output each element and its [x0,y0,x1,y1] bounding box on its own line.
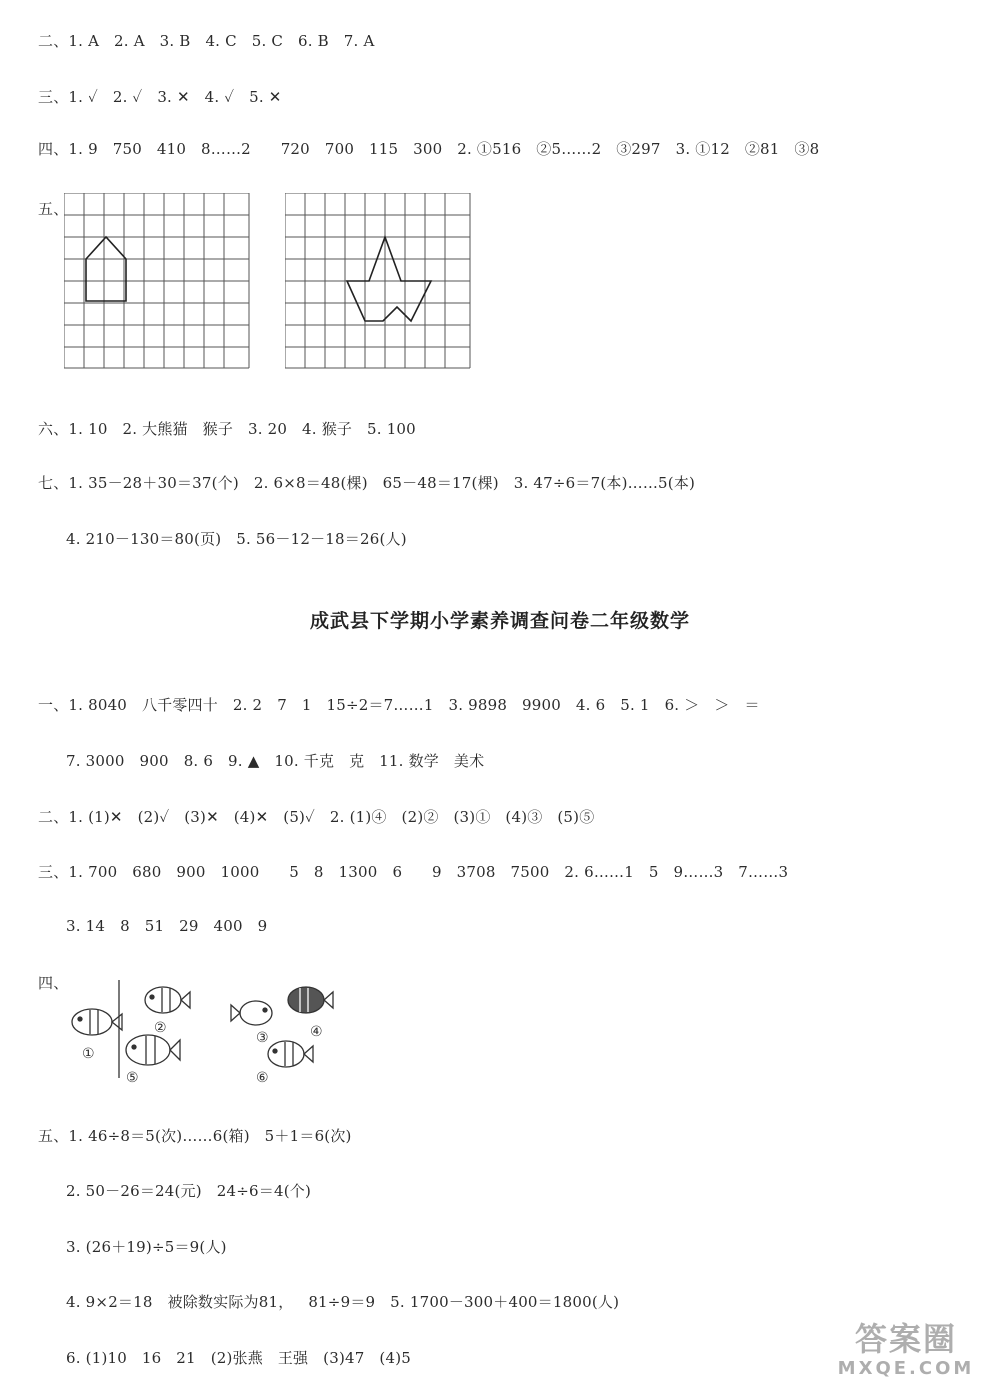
grid-figure-pentagon [64,193,254,373]
fish-label-4: ④ [310,1024,323,1040]
fish-label-3: ③ [256,1030,269,1046]
watermark-logo [826,1319,986,1389]
answer-part2-section-2: 二、1. (1)✕ (2)✓ (3)✕ (4)✕ (5)✓ 2. (1)④ (2)② (3)① (4)③ (5)⑤ [38,808,595,826]
answer-part2-section-3-line2: 3. 14 8 51 29 400 9 [66,917,268,935]
fish-icon-5 [126,1035,180,1065]
pentagon-shape [86,237,126,301]
exam-title: 成武县下学期小学素养调查问卷二年级数学 [309,610,690,632]
fish-icon-1 [72,1009,122,1035]
answer-section-4: 四、1. 9 750 410 8……2 720 700 115 300 2. ①516 ②5……2 ③297 3. ①12 ②81 ③8 [38,140,820,158]
fish-icon-4 [288,987,333,1013]
answer-part2-section-1-line1: 一、1. 8040 八千零四十 2. 2 7 1 15÷2＝7……1 3. 9898 9900 4. 6 5. 1 6. ＞ ＞ ＝ [38,696,760,714]
fish-label-1: ① [82,1046,95,1062]
fish-label-2: ② [154,1020,167,1036]
answer-part2-section-1-line2: 7. 3000 900 8. 6 9. ▲ 10. 千克 克 11. 数学 美术 [66,752,485,770]
watermark-bottom: MXQE.COM [837,1358,975,1379]
fish-icon-6 [268,1041,313,1067]
answer-section-3: 三、1. ✓ 2. ✓ 3. ✕ 4. ✓ 5. ✕ [38,88,282,106]
grid-figure-star [285,193,475,373]
fish-icon-3 [231,1001,272,1025]
watermark-top: 答案圈 [854,1320,957,1358]
answer-part2-section-5-line1: 五、1. 46÷8＝5(次)……6(箱) 5＋1＝6(次) [38,1127,352,1145]
fish-label-6: ⑥ [256,1070,269,1086]
answer-part2-section-3-line1: 三、1. 700 680 900 1000 5 8 1300 6 9 3708 7500 2. 6……1 5 9……3 7……3 [38,863,789,881]
answer-section-7-line2: 4. 210－130＝80(页) 5. 56－12－18＝26(人) [66,530,407,548]
star-shape [347,237,431,321]
answer-section-7-line1: 七、1. 35－28＋30＝37(个) 2. 6×8＝48(棵) 65－48＝17(棵) 3. 47÷6＝7(本)……5(本) [38,474,696,492]
fish-figures [60,970,360,1090]
fish-icon-2 [145,987,190,1013]
answer-part2-section-4-label: 四、 [38,974,69,992]
answer-part2-section-5-line5: 6. (1)10 16 21 (2)张燕 王强 (3)47 (4)5 [66,1349,411,1367]
answer-section-6: 六、1. 10 2. 大熊猫 猴子 3. 20 4. 猴子 5. 100 [38,420,416,438]
answer-section-5-label: 五、 [38,200,69,218]
answer-part2-section-5-line4: 4. 9×2＝18 被除数实际为81， 81÷9＝9 5. 1700－300＋400＝1800(人) [66,1293,620,1311]
answer-part2-section-5-line2: 2. 50－26＝24(元) 24÷6＝4(个) [66,1182,311,1200]
fish-label-5: ⑤ [126,1070,139,1086]
answer-section-2: 二、1. A 2. A 3. B 4. C 5. C 6. B 7. A [38,32,375,50]
answer-part2-section-5-line3: 3. (26＋19)÷5＝9(人) [66,1238,227,1256]
